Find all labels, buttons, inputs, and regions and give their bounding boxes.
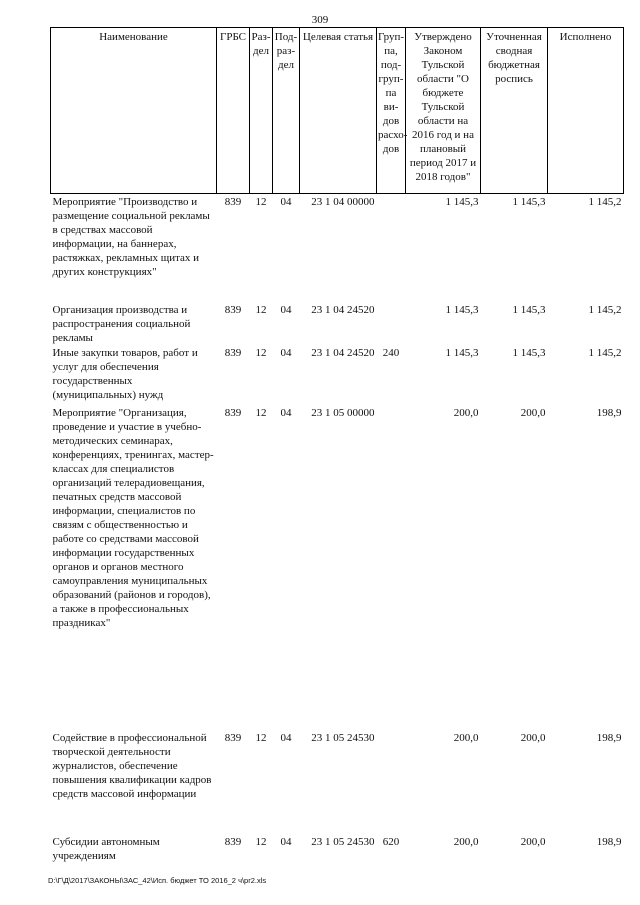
row-executed: 1 145,2 [588, 303, 622, 316]
row-approved: 1 145,3 [445, 346, 479, 359]
table-row [51, 194, 624, 302]
header-target: Целевая статья [300, 28, 377, 194]
row-target: 23 1 04 24520 [311, 303, 375, 316]
row-razdel: 12 [255, 303, 267, 316]
header-podrazdel: Под-раз-дел [273, 28, 300, 194]
table-row [51, 345, 624, 405]
table-row [51, 834, 624, 868]
row-refined: 1 145,3 [512, 346, 546, 359]
row-executed: 1 145,2 [588, 346, 622, 359]
row-refined: 200,0 [520, 406, 546, 419]
row-name: Иные закупки товаров, работ и услуг для обеспечения государственных (муниципальных) нужд [52, 346, 198, 401]
row-grbs: 839 [224, 196, 242, 208]
row-approved: 200,0 [453, 406, 479, 419]
row-executed: 198,9 [596, 406, 622, 419]
row-name: Мероприятие "Организация, проведение и участие в учебно-методических семинарах, конференциях, тренингах, мастер-классах для специалистов организаций телерадиовещания, печатных средств массовой информации, специалистов по связям с общественностью и работе со средствами массовой информации государственных органов и органов местного самоуправления муниципальных образований (районов и городов), а также в профессиональных праздниках" [52, 406, 214, 629]
row-name: Содействие в профессиональной творческой деятельности журналистов, обеспечение повышения квалификации кадров средств массовой информации [52, 731, 212, 800]
row-approved: 1 145,3 [445, 196, 479, 208]
row-podrazdel: 04 [280, 346, 292, 359]
row-grbs: 839 [224, 346, 242, 359]
row-executed: 1 145,2 [588, 196, 622, 208]
row-razdel: 12 [255, 196, 267, 208]
row-grbs: 839 [224, 303, 242, 316]
header-razdel: Раз-дел [250, 28, 273, 194]
row-name: Мероприятие "Производство и размещение социальной рекламы в средствах массовой информации, на баннерах, растяжках, рекламных щитах и других конструкциях" [52, 196, 210, 278]
row-approved: 1 145,3 [445, 303, 479, 316]
row-razdel: 12 [255, 835, 267, 848]
row-target: 23 1 04 00000 [311, 196, 375, 208]
row-podrazdel: 04 [280, 303, 292, 316]
row-podrazdel: 04 [280, 196, 292, 208]
row-group [377, 194, 406, 302]
row-refined: 1 145,3 [512, 196, 546, 208]
row-grbs: 839 [224, 731, 242, 744]
table-row [51, 405, 624, 730]
header-approved: Утверждено Законом Тульской области "О бюджете Тульской области на 2016 год и на плановый период 2017 и 2018 годов" [406, 28, 481, 194]
table-row [51, 302, 624, 345]
header-grbs: ГРБС [217, 28, 250, 194]
row-refined: 1 145,3 [512, 303, 546, 316]
file-path-footer: D:\Г\Д\2017\ЗАКОНЫ\ЗАС_42\Исп. бюджет ТО 2016_2 ч\pr2.xls [48, 876, 267, 885]
row-podrazdel: 04 [280, 406, 292, 419]
row-grbs: 839 [224, 406, 242, 419]
row-group [377, 302, 406, 345]
header-row [51, 28, 624, 194]
row-target: 23 1 04 24520 [311, 346, 375, 359]
row-razdel: 12 [255, 406, 267, 419]
row-podrazdel: 04 [280, 835, 292, 848]
row-executed: 198,9 [596, 835, 622, 848]
page-number: 309 [311, 14, 329, 26]
row-executed: 198,9 [596, 731, 622, 744]
row-refined: 200,0 [520, 835, 546, 848]
row-target: 23 1 05 24530 [311, 731, 375, 744]
header-refined: Уточненная сводная бюджетная роспись [481, 28, 548, 194]
row-approved: 200,0 [453, 835, 479, 848]
row-podrazdel: 04 [280, 731, 292, 744]
row-refined: 200,0 [520, 731, 546, 744]
table-row [51, 730, 624, 834]
row-group: 620 [382, 835, 400, 848]
row-name: Субсидии автономным учреждениям [52, 835, 160, 862]
row-grbs: 839 [224, 835, 242, 848]
row-razdel: 12 [255, 731, 267, 744]
row-name: Организация производства и распространения социальной рекламы [52, 303, 191, 344]
row-approved: 200,0 [453, 731, 479, 744]
row-target: 23 1 05 24530 [311, 835, 375, 848]
header-executed: Исполнено [548, 28, 624, 194]
header-name: Наименование [51, 28, 217, 194]
header-group: Груп-па, под-груп-па ви-дов расхо-дов [377, 28, 406, 194]
row-group [377, 730, 406, 834]
row-group [377, 405, 406, 730]
row-razdel: 12 [255, 346, 267, 359]
budget-table [50, 27, 624, 868]
row-group: 240 [382, 346, 400, 359]
row-target: 23 1 05 00000 [311, 406, 375, 419]
